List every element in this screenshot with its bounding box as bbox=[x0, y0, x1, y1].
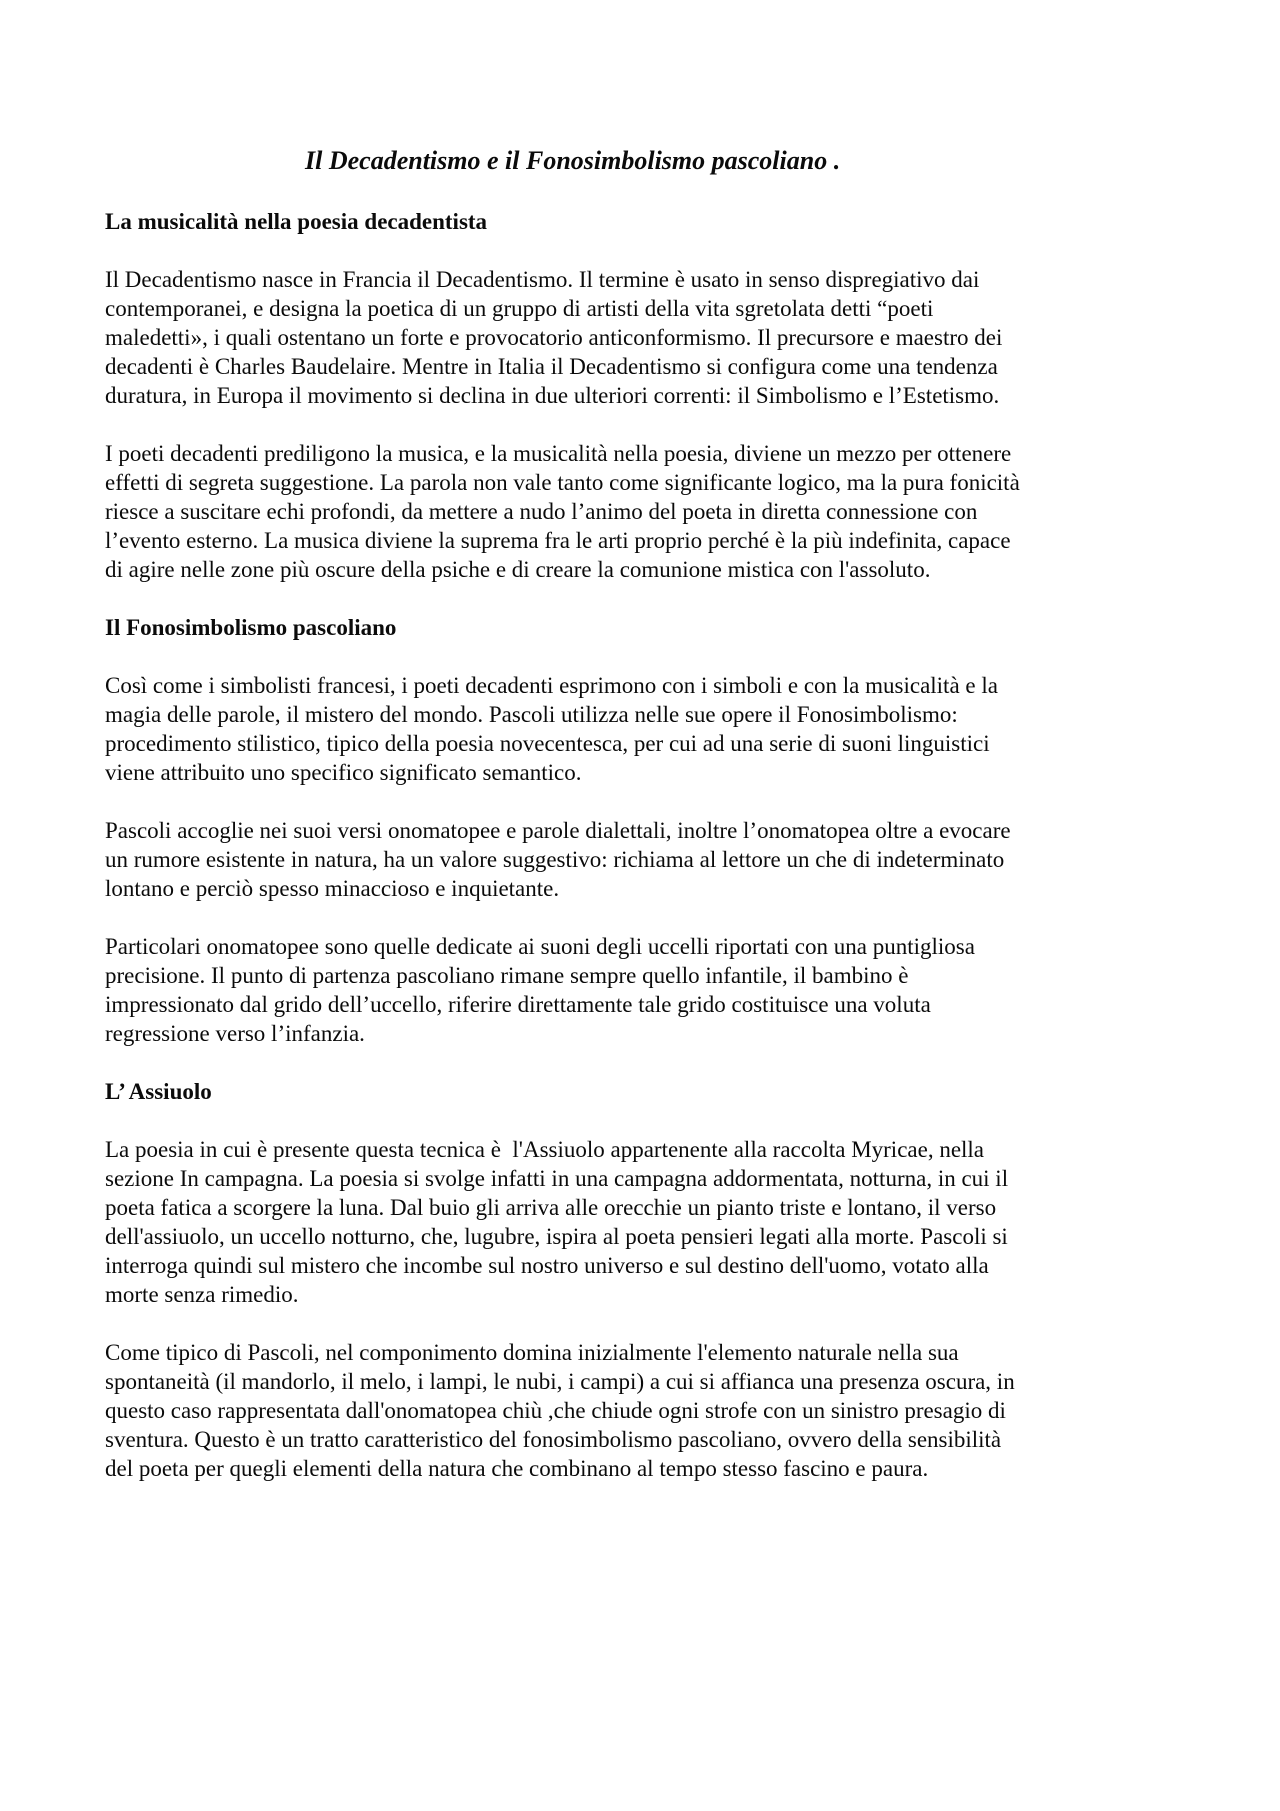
text-line: viene attribuito uno specifico significato semantico. bbox=[105, 760, 582, 785]
document-title: Il Decadentismo e il Fonosimbolismo pascoliano . bbox=[305, 146, 841, 175]
text-line: effetti di segreta suggestione. La parola non vale tanto come significante logico, ma la pura fonicità bbox=[105, 470, 1020, 495]
text-line: poeta fatica a scorgere la luna. Dal buio gli arriva alle orecchie un pianto triste e lontano, il verso bbox=[105, 1195, 997, 1220]
text-line: lontano e perciò spesso minaccioso e inquietante. bbox=[105, 876, 560, 901]
text-line: procedimento stilistico, tipico della poesia novecentesca, per cui ad una serie di suoni linguistici bbox=[105, 731, 990, 756]
text-line: regressione verso l’infanzia. bbox=[105, 1021, 365, 1046]
text-line: riesce a suscitare echi profondi, da mettere a nudo l’animo del poeta in diretta connessione con bbox=[105, 499, 978, 524]
text-line: morte senza rimedio. bbox=[105, 1282, 299, 1307]
paragraph-decadentismo-origini bbox=[105, 265, 1185, 410]
text-line: Il Decadentismo nasce in Francia il Decadentismo. Il termine è usato in senso dispregiativo dai bbox=[105, 267, 980, 292]
text-line: decadenti è Charles Baudelaire. Mentre in Italia il Decadentismo si configura come una tendenza bbox=[105, 354, 998, 379]
text-line: un rumore esistente in natura, ha un valore suggestivo: richiama al lettore un che di indeterminato bbox=[105, 847, 1005, 872]
section-heading-fonosimbolismo: Il Fonosimbolismo pascoliano bbox=[105, 615, 397, 640]
text-line: contemporanei, e designa la poetica di un gruppo di artisti della vita sgretolata detti “poeti bbox=[105, 296, 934, 321]
text-line: sventura. Questo è un tratto caratteristico del fonosimbolismo pascoliano, ovvero della sensibilità bbox=[105, 1427, 1002, 1452]
paragraph-elemento-naturale bbox=[105, 1338, 1185, 1483]
section-heading-assiuolo: L’ Assiuolo bbox=[105, 1079, 212, 1104]
text-line: La poesia in cui è presente questa tecnica è l'Assiuolo appartenente alla raccolta Myricae, nella bbox=[105, 1137, 985, 1162]
text-line: sezione In campagna. La poesia si svolge infatti in una campagna addormentata, notturna, in cui il bbox=[105, 1166, 1009, 1191]
paragraph-musica-poesia bbox=[105, 439, 1185, 584]
text-line: Particolari onomatopee sono quelle dedicate ai suoni degli uccelli riportati con una puntigliosa bbox=[105, 934, 975, 959]
text-line: precisione. Il punto di partenza pascoliano rimane sempre quello infantile, il bambino è bbox=[105, 963, 909, 988]
text-line: impressionato dal grido dell’uccello, riferire direttamente tale grido costituisce una voluta bbox=[105, 992, 931, 1017]
text-line: del poeta per quegli elementi della natura che combinano al tempo stesso fascino e paura. bbox=[105, 1456, 929, 1481]
text-line: magia delle parole, il mistero del mondo. Pascoli utilizza nelle sue opere il Fonosimbolismo: bbox=[105, 702, 958, 727]
text-line: dell'assiuolo, un uccello notturno, che, lugubre, ispira al poeta pensieri legati alla morte. Pascoli si bbox=[105, 1224, 1008, 1249]
text-line: l’evento esterno. La musica diviene la suprema fra le arti proprio perché è la più indefinita, capace bbox=[105, 528, 1011, 553]
paragraph-poesia-assiuolo bbox=[105, 1135, 1185, 1309]
text-line: Così come i simbolisti francesi, i poeti decadenti esprimono con i simboli e con la musicalità e la bbox=[105, 673, 998, 698]
text-line: interroga quindi sul mistero che incombe sul nostro universo e sul destino dell'uomo, votato alla bbox=[105, 1253, 989, 1278]
text-line: spontaneità (il mandorlo, il melo, i lampi, le nubi, i campi) a cui si affianca una presenza oscura, in bbox=[105, 1369, 1015, 1394]
text-line: Come tipico di Pascoli, nel componimento domina inizialmente l'elemento naturale nella sua bbox=[105, 1340, 959, 1365]
text-line: duratura, in Europa il movimento si declina in due ulteriori correnti: il Simbolismo e l’Estetismo. bbox=[105, 383, 1000, 408]
paragraph-simbolisti-francesi bbox=[105, 671, 1185, 787]
text-line: questo caso rappresentata dall'onomatopea chiù ,che chiude ogni strofe con un sinistro presagio di bbox=[105, 1398, 1006, 1423]
text-line: maledetti», i quali ostentano un forte e provocatorio anticonformismo. Il precursore e maestro dei bbox=[105, 325, 1003, 350]
section-heading-musicalita: La musicalità nella poesia decadentista bbox=[105, 209, 488, 234]
text-line: Pascoli accoglie nei suoi versi onomatopee e parole dialettali, inoltre l’onomatopea oltre a evocare bbox=[105, 818, 1011, 843]
paragraph-onomatopee bbox=[105, 816, 1185, 903]
paragraph-suoni-uccelli bbox=[105, 932, 1185, 1048]
text-line: I poeti decadenti prediligono la musica, e la musicalità nella poesia, diviene un mezzo per ottenere bbox=[105, 441, 1012, 466]
text-line: di agire nelle zone più oscure della psiche e di creare la comunione mistica con l'assoluto. bbox=[105, 557, 931, 582]
